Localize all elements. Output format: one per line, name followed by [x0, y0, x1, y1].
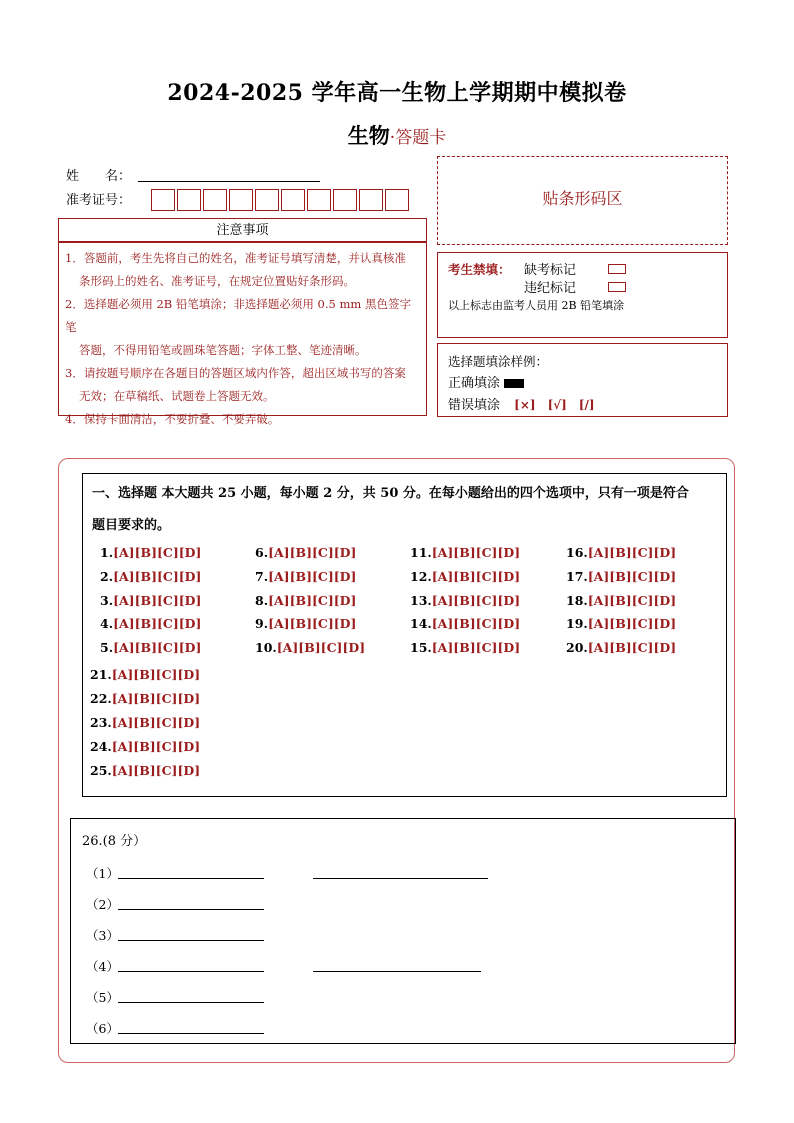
q26-part-label: （5）	[86, 990, 119, 1005]
id-cell[interactable]	[281, 189, 305, 211]
mc-question	[255, 593, 356, 608]
subject-label: 生物	[347, 123, 390, 148]
answer-options[interactable]: [A][B][C][D]	[431, 593, 521, 608]
q26-part-label: （1）	[86, 866, 119, 881]
page-title: 2024-2025 学年高一生物上学期期中模拟卷	[167, 80, 627, 106]
q26-section	[70, 818, 736, 1044]
answer-options[interactable]: [A][B][C][D]	[431, 569, 521, 584]
id-cell[interactable]	[255, 189, 279, 211]
question-number: 21.	[90, 667, 112, 682]
answer-options[interactable]: [A][B][C][D]	[268, 616, 357, 631]
name-label: 姓 名：	[66, 169, 132, 184]
mc-question	[100, 616, 201, 631]
question-number: 8.	[255, 593, 269, 608]
sample-correct	[448, 372, 524, 391]
question-number: 13.	[410, 593, 432, 608]
sample-correct-label: 正确填涂	[448, 376, 501, 391]
question-number: 16.	[566, 545, 588, 560]
question-number: 4.	[100, 616, 114, 631]
answer-options[interactable]: [A][B][C][D]	[113, 545, 202, 560]
notice-body	[58, 242, 427, 426]
answer-line[interactable]	[313, 971, 481, 972]
answer-options[interactable]: [A][B][C][D]	[113, 640, 202, 655]
mc-question	[90, 691, 200, 706]
mc-question	[255, 640, 365, 655]
notice-line: 2．选择题必须用 2B 铅笔填涂；非选择题必须用 0.5 mm 黑色签字笔	[65, 297, 411, 334]
mc-question	[100, 569, 201, 584]
answer-line[interactable]	[118, 1002, 264, 1003]
q26-part-label: （4）	[86, 959, 119, 974]
mc-question	[410, 640, 520, 655]
mc-question	[566, 640, 676, 655]
question-number: 25.	[90, 763, 112, 778]
question-number: 20.	[566, 640, 588, 655]
question-number: 1.	[100, 545, 114, 560]
answer-options[interactable]: [A][B][C][D]	[431, 545, 521, 560]
mc-question	[100, 640, 201, 655]
mc-question	[90, 739, 200, 754]
forbid-note: 以上标志由监考人员用 2B 铅笔填涂	[448, 299, 625, 312]
mc-heading-line2: 题目要求的。	[92, 518, 171, 533]
answer-options[interactable]: [A][B][C][D]	[587, 593, 677, 608]
question-number: 10.	[255, 640, 277, 655]
question-number: 15.	[410, 640, 432, 655]
forbid-label: 考生禁填：	[448, 262, 511, 277]
answer-line[interactable]	[118, 909, 264, 910]
mc-question	[566, 616, 676, 631]
question-number: 9.	[255, 616, 269, 631]
q26-title: 26.(8 分）	[82, 834, 147, 849]
filled-mark-icon	[504, 379, 524, 388]
mc-question	[100, 545, 201, 560]
id-cell[interactable]	[385, 189, 409, 211]
mc-question	[90, 763, 200, 778]
answer-line[interactable]	[118, 1033, 264, 1034]
answer-options[interactable]: [A][B][C][D]	[276, 640, 366, 655]
question-number: 11.	[410, 545, 432, 560]
mc-question	[410, 593, 520, 608]
notice-line: 答题，不得用铅笔或圆珠笔答题；字体工整、笔迹清晰。	[79, 343, 367, 357]
mc-question	[410, 569, 520, 584]
answer-options[interactable]: [A][B][C][D]	[587, 640, 677, 655]
id-cell[interactable]	[333, 189, 357, 211]
card-label: ·答题卡	[389, 128, 447, 148]
id-number-field[interactable]	[151, 189, 421, 215]
id-cell[interactable]	[203, 189, 227, 211]
answer-options[interactable]: [A][B][C][D]	[113, 616, 202, 631]
answer-options[interactable]: [A][B][C][D]	[268, 545, 357, 560]
question-number: 6.	[255, 545, 269, 560]
barcode-area: 贴条形码区	[437, 156, 728, 245]
answer-line[interactable]	[118, 878, 264, 879]
id-cell[interactable]	[307, 189, 331, 211]
mc-question	[410, 545, 520, 560]
answer-options[interactable]: [A][B][C][D]	[111, 715, 201, 730]
page-subtitle	[0, 120, 794, 150]
violation-mark[interactable]	[608, 282, 626, 292]
mc-question	[410, 616, 520, 631]
answer-line[interactable]	[118, 940, 264, 941]
question-number: 14.	[410, 616, 432, 631]
notice-line: 1．答题前，考生先将自己的姓名，准考证号填写清楚，并认真核准	[65, 251, 406, 265]
id-label: 准考证号：	[66, 193, 132, 208]
mc-question	[566, 593, 676, 608]
id-cell[interactable]	[359, 189, 383, 211]
q26-part-label: （2）	[86, 897, 119, 912]
question-number: 17.	[566, 569, 588, 584]
mc-question	[100, 593, 201, 608]
mc-heading-line1: 一、选择题 本大题共 25 小题，每小题 2 分，共 50 分。在每小题给出的四个选项中，只有一项是符合	[92, 486, 689, 501]
wrong-marks: [×] [√] [/]	[514, 398, 595, 412]
mc-question	[566, 545, 676, 560]
id-cell[interactable]	[151, 189, 175, 211]
mc-question	[255, 545, 356, 560]
sample-wrong-label: 错误填涂	[448, 398, 501, 413]
question-number: 7.	[255, 569, 269, 584]
sample-title: 选择题填涂样例：	[448, 354, 549, 369]
question-number: 18.	[566, 593, 588, 608]
answer-options[interactable]: [A][B][C][D]	[587, 569, 677, 584]
fill-sample-box	[437, 343, 728, 417]
notice-line: 4．保持卡面清洁，不要折叠、不要弄破。	[65, 412, 280, 426]
question-number: 12.	[410, 569, 432, 584]
q26-part-label: （3）	[86, 928, 119, 943]
answer-line[interactable]	[118, 971, 264, 972]
answer-options[interactable]: [A][B][C][D]	[587, 616, 677, 631]
mc-question	[566, 569, 676, 584]
notice-heading: 注意事项	[58, 218, 427, 242]
q26-part-label: （6）	[86, 1021, 119, 1036]
answer-line[interactable]	[313, 878, 488, 879]
sample-wrong	[448, 394, 595, 413]
absent-label: 缺考标记	[524, 263, 577, 278]
absent-mark[interactable]	[608, 264, 626, 274]
notice-line: 无效；在草稿纸、试题卷上答题无效。	[79, 389, 275, 403]
notice-line: 条形码上的姓名、准考证号，在规定位置贴好条形码。	[79, 274, 355, 288]
question-number: 24.	[90, 739, 112, 754]
answer-options[interactable]: [A][B][C][D]	[113, 593, 202, 608]
answer-options[interactable]: [A][B][C][D]	[268, 593, 357, 608]
question-number: 23.	[90, 715, 112, 730]
answer-options[interactable]: [A][B][C][D]	[113, 569, 202, 584]
answer-options[interactable]: [A][B][C][D]	[111, 667, 201, 682]
answer-options[interactable]: [A][B][C][D]	[431, 640, 521, 655]
mc-question	[90, 667, 200, 682]
id-cell[interactable]	[229, 189, 253, 211]
answer-options[interactable]: [A][B][C][D]	[111, 691, 201, 706]
answer-options[interactable]: [A][B][C][D]	[587, 545, 677, 560]
question-number: 2.	[100, 569, 114, 584]
answer-options[interactable]: [A][B][C][D]	[111, 763, 201, 778]
mc-heading	[92, 478, 722, 542]
mc-question	[255, 569, 356, 584]
notice-line: 3．请按题号顺序在各题目的答题区域内作答，超出区域书写的答案	[65, 366, 406, 380]
question-number: 22.	[90, 691, 112, 706]
mc-question	[255, 616, 356, 631]
forbid-box	[437, 252, 728, 338]
violation-label: 违纪标记	[524, 281, 577, 296]
answer-options[interactable]: [A][B][C][D]	[268, 569, 357, 584]
answer-options[interactable]: [A][B][C][D]	[111, 739, 201, 754]
question-number: 5.	[100, 640, 114, 655]
mc-question	[90, 715, 200, 730]
name-field[interactable]	[138, 181, 320, 182]
id-cell[interactable]	[177, 189, 201, 211]
answer-options[interactable]: [A][B][C][D]	[431, 616, 521, 631]
question-number: 19.	[566, 616, 588, 631]
question-number: 3.	[100, 593, 114, 608]
